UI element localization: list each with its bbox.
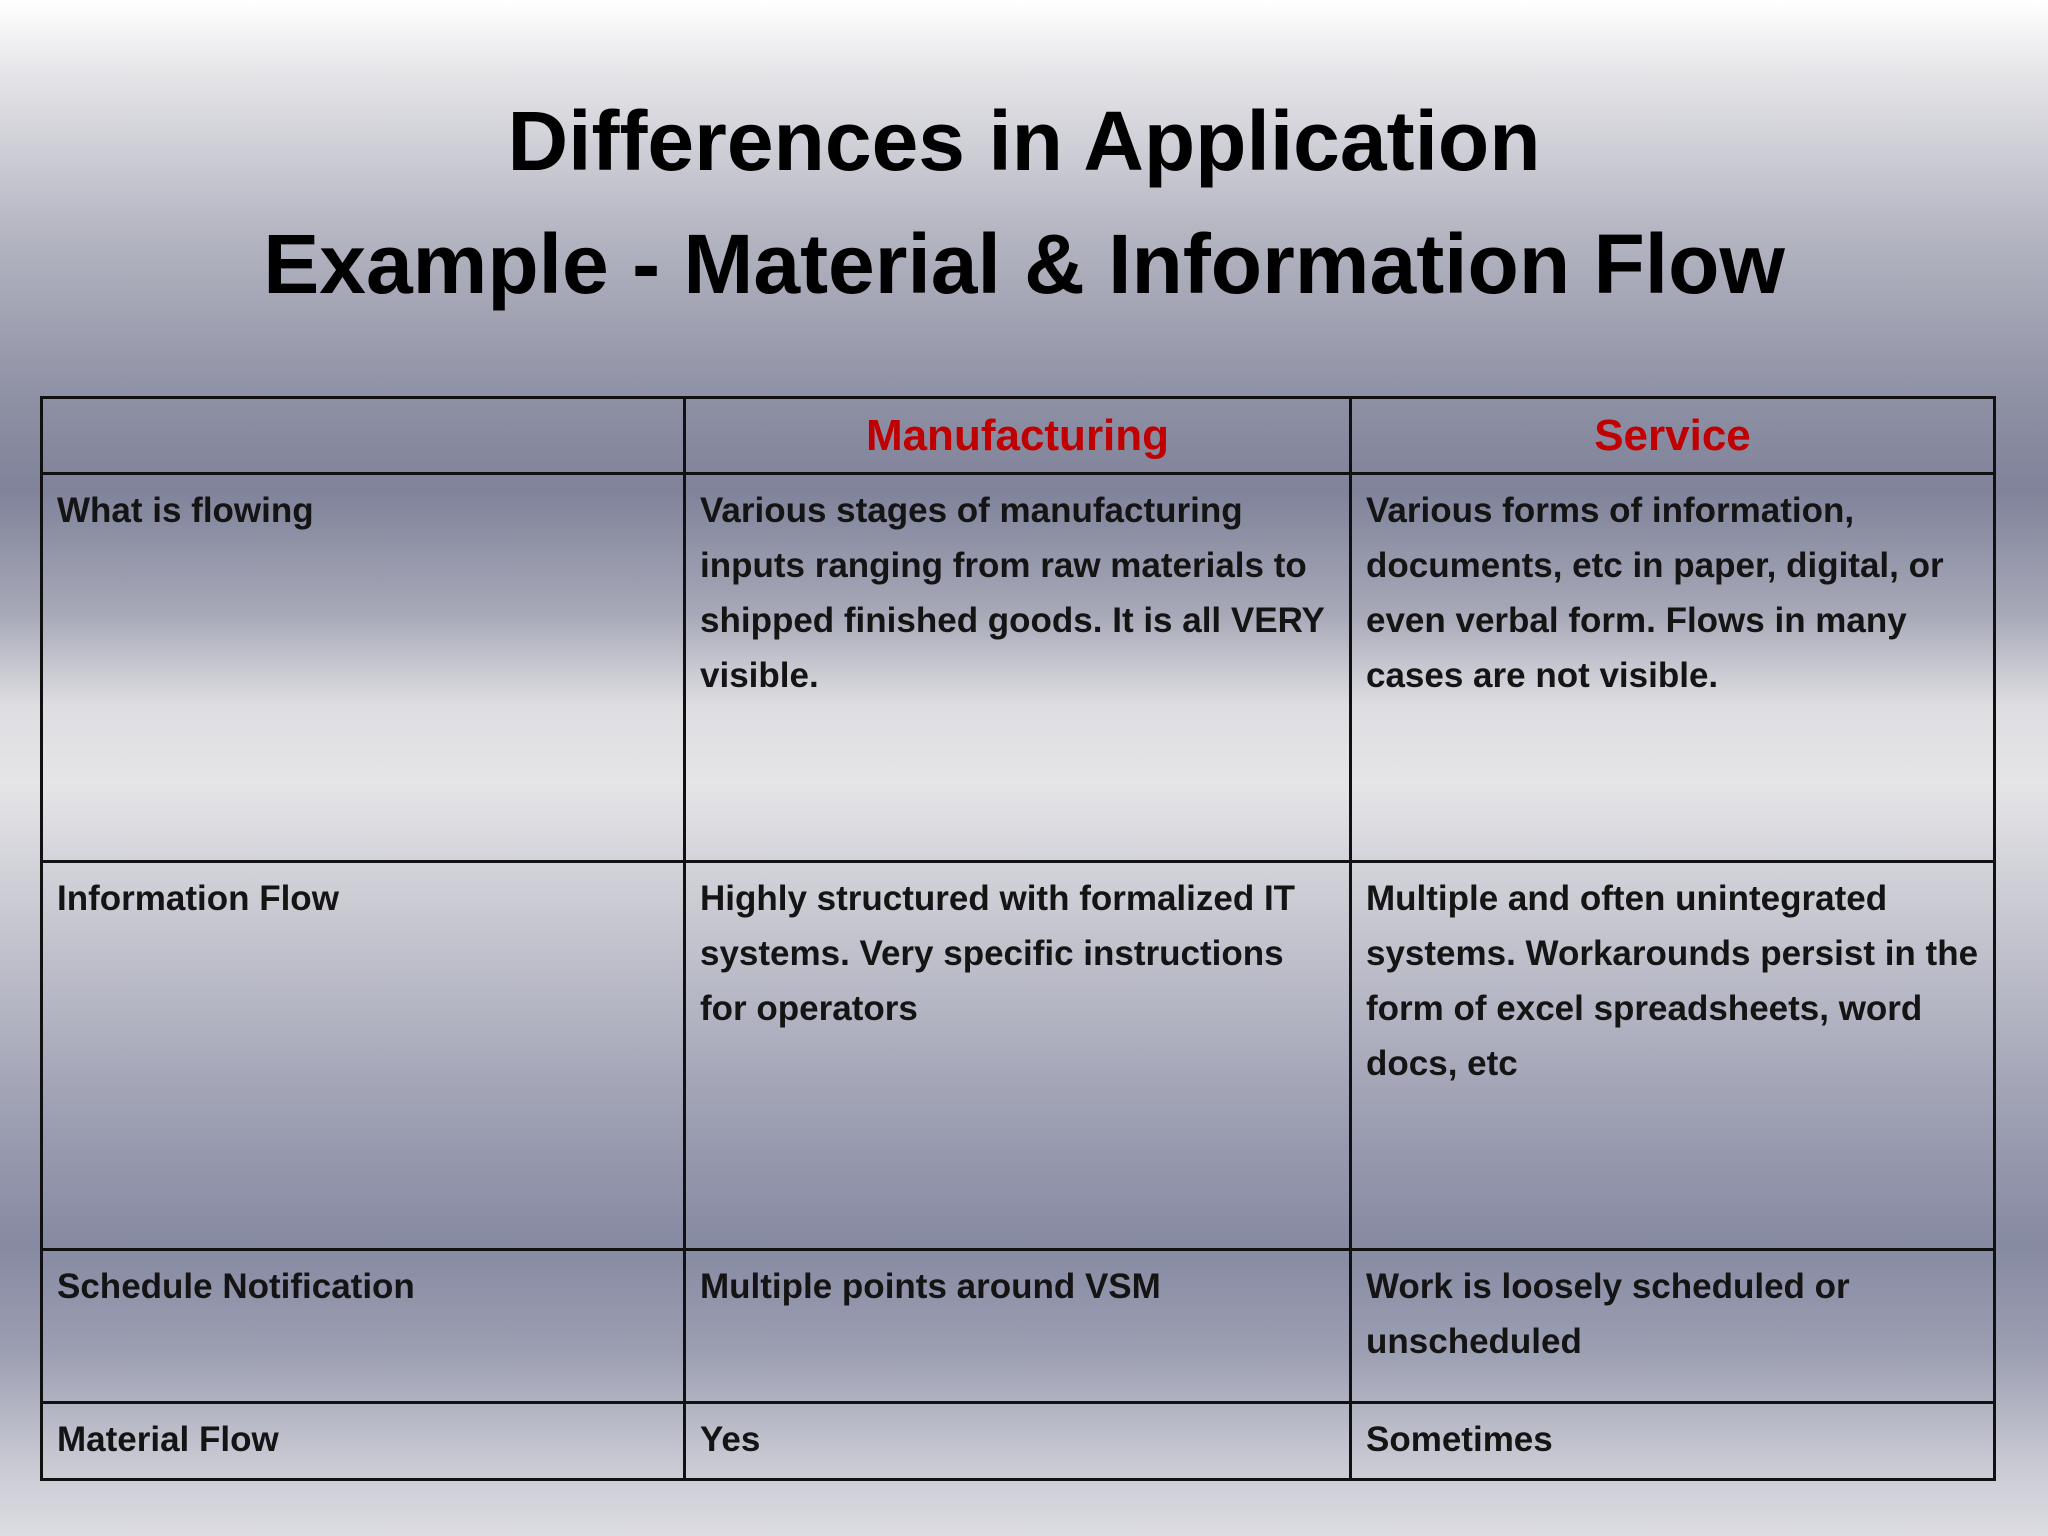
service-cell: Multiple and often unintegrated systems. Workarounds persist in the form of excel spreadsheets, word docs, etc <box>1351 862 1995 1250</box>
table-row <box>42 1403 1995 1480</box>
manufacturing-cell: Yes <box>685 1403 1351 1480</box>
manufacturing-cell: Highly structured with formalized IT systems. Very specific instructions for operators <box>685 862 1351 1250</box>
table-row <box>42 474 1995 862</box>
service-cell: Sometimes <box>1351 1403 1995 1480</box>
table-row <box>42 862 1995 1250</box>
slide-title-line-2: Example - Material & Information Flow <box>263 217 1785 311</box>
slide-title <box>0 80 2048 326</box>
row-label: What is flowing <box>42 474 685 862</box>
slide-title-line-1: Differences in Application <box>507 94 1541 188</box>
row-label: Schedule Notification <box>42 1250 685 1403</box>
manufacturing-cell: Multiple points around VSM <box>685 1250 1351 1403</box>
manufacturing-cell: Various stages of manufacturing inputs ranging from raw materials to shipped finished goods. It is all VERY visible. <box>685 474 1351 862</box>
service-cell: Various forms of information, documents, etc in paper, digital, or even verbal form. Flows in many cases are not visible. <box>1351 474 1995 862</box>
service-cell: Work is loosely scheduled or unscheduled <box>1351 1250 1995 1403</box>
header-cell-empty <box>42 398 685 474</box>
row-label: Information Flow <box>42 862 685 1250</box>
table-row <box>42 1250 1995 1403</box>
table-header-row <box>42 398 1995 474</box>
row-label: Material Flow <box>42 1403 685 1480</box>
header-cell-manufacturing: Manufacturing <box>685 398 1351 474</box>
header-cell-service: Service <box>1351 398 1995 474</box>
comparison-table <box>40 396 1996 1481</box>
